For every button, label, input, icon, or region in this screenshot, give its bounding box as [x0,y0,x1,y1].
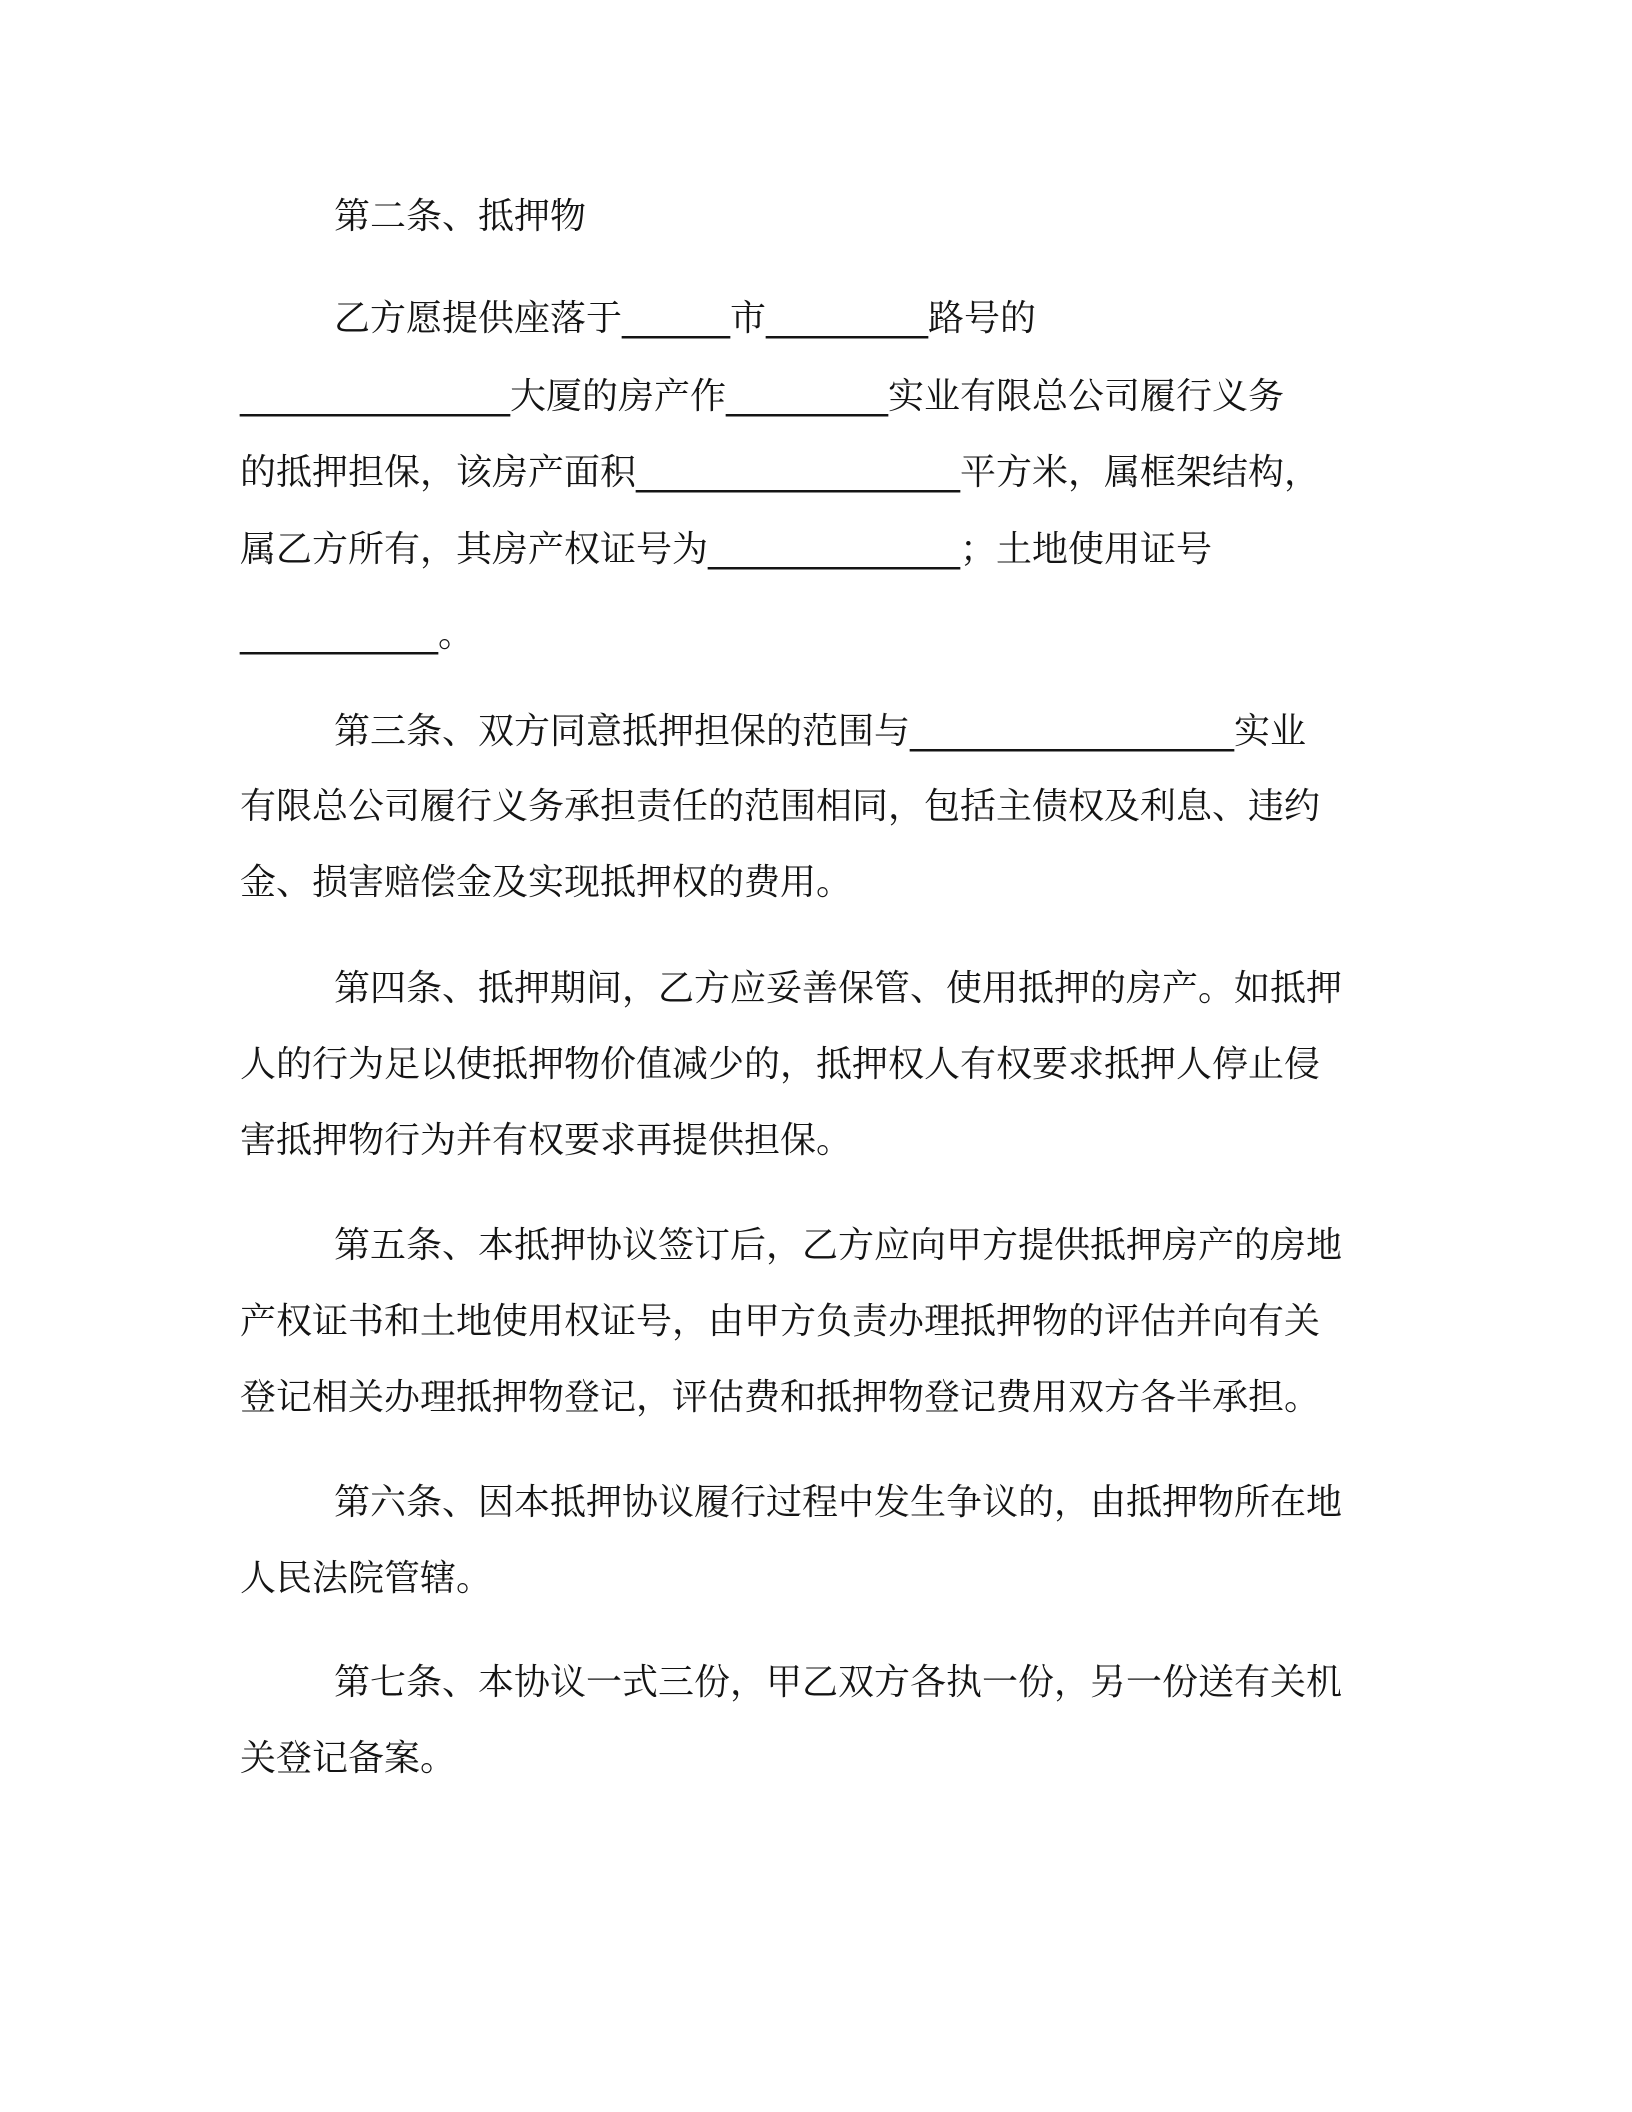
article-5-line-2: 产权证书和土地使用权证号，由甲方负责办理抵押物的评估并向有关 [240,1301,1321,1342]
article-3-line-1: 第三条、双方同意抵押担保的范围与__________________实业 [334,711,1307,752]
article-3-line-2: 有限总公司履行义务承担责任的范围相同，包括主债权及利息、违约 [240,786,1321,827]
article-5-line-3: 登记相关办理抵押物登记，评估费和抵押物登记费用双方各半承担。 [240,1377,1321,1418]
article-2-line-3: 的抵押担保，该房产面积__________________平方米，属框架结构， [240,452,1321,493]
article-4-line-1: 第四条、抵押期间，乙方应妥善保管、使用抵押的房产。如抵押 [334,968,1343,1009]
article-2-line-2: _______________大厦的房产作_________实业有限总公司履行义务 [240,376,1285,417]
article-2-line-1: 乙方愿提供座落于______市_________路号的 [334,298,1037,339]
article-4-line-3: 害抵押物行为并有权要求再提供担保。 [240,1120,853,1161]
article-7-line-2: 关登记备案。 [240,1738,457,1779]
article-6-line-1: 第六条、因本抵押协议履行过程中发生争议的，由抵押物所在地 [334,1482,1343,1523]
article-3-line-3: 金、损害赔偿金及实现抵押权的费用。 [240,862,853,903]
article-5-line-1: 第五条、本抵押协议签订后，乙方应向甲方提供抵押房产的房地 [334,1225,1343,1266]
article-7-line-1: 第七条、本协议一式三份，甲乙双方各执一份，另一份送有关机 [334,1662,1343,1703]
article-4-line-2: 人的行为足以使抵押物价值减少的，抵押权人有权要求抵押人停止侵 [240,1044,1321,1085]
article-2-heading: 第二条、抵押物 [334,196,587,237]
article-6-line-2: 人民法院管辖。 [240,1558,493,1599]
article-2-line-5: ___________。 [240,614,475,655]
article-2-line-4: 属乙方所有，其房产权证号为______________；土地使用证号 [240,529,1213,570]
